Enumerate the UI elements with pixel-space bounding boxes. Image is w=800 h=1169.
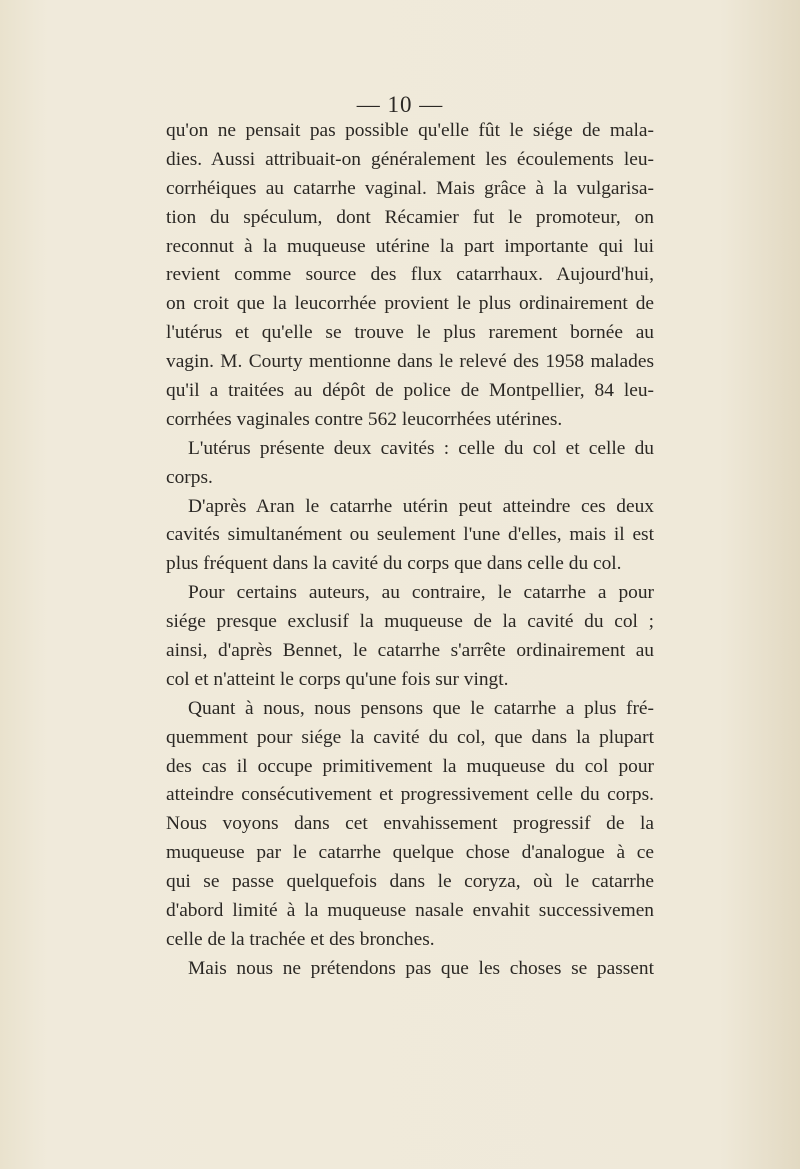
text-line: qu'on ne pensait pas possible qu'elle fût le siége de mala- <box>166 120 654 141</box>
text-line: reconnut à la muqueuse utérine la part importante qui lui <box>166 235 654 257</box>
text-line: Nous voyons dans cet envahissement progressif de la <box>166 813 654 835</box>
text-line: cavités simultanément ou seulement l'une d'elles, mais il est <box>166 524 654 546</box>
text-line: corps. <box>166 466 213 488</box>
text-line: on croit que la leucorrhée provient le plus ordinairement de <box>166 293 654 315</box>
text-line: vagin. M. Courty mentionne dans le relevé des 1958 malades <box>166 351 654 373</box>
text-line: corrhéiques au catarrhe vaginal. Mais grâce à la vulgarisa- <box>166 177 654 199</box>
text-line: plus fréquent dans la cavité du corps que dans celle du col. <box>166 553 622 575</box>
text-line: des cas il occupe primitivement la muqueuse du col pour <box>166 755 654 777</box>
text-line: L'utérus présente deux cavités : celle du col et celle du <box>188 437 654 459</box>
page-number: — 10 — <box>356 92 444 117</box>
text-line: qu'il a traitées au dépôt de police de Montpellier, 84 leu- <box>166 380 654 402</box>
body-text <box>166 117 654 984</box>
text-line: corrhées vaginales contre 562 leucorrhées utérines. <box>166 408 563 430</box>
text-line: muqueuse par le catarrhe quelque chose d'analogue à ce <box>166 842 654 864</box>
text-line: l'utérus et qu'elle se trouve le plus rarement bornée au <box>166 322 654 344</box>
text-line: revient comme source des flux catarrhaux. Aujourd'hui, <box>166 264 654 286</box>
text-line: qui se passe quelquefois dans le coryza, où le catarrhe <box>166 871 654 893</box>
text-line: Pour certains auteurs, au contraire, le catarrhe a pour <box>188 582 654 604</box>
text-line: atteindre consécutivement et progressivement celle du corps. <box>166 784 654 806</box>
text-line: dies. Aussi attribuait-on généralement les écoulements leu- <box>166 148 654 170</box>
text-line: siége presque exclusif la muqueuse de la cavité du col ; <box>166 611 654 633</box>
text-line: celle de la trachée et des bronches. <box>166 928 435 950</box>
text-line: d'abord limité à la muqueuse nasale envahit successivemen <box>166 900 654 922</box>
text-line: tion du spéculum, dont Récamier fut le promoteur, on <box>166 206 654 228</box>
text-line: Quant à nous, nous pensons que le catarrhe a plus fré- <box>188 697 654 719</box>
text-line: quemment pour siége la cavité du col, que dans la plupart <box>166 726 654 748</box>
text-line: D'après Aran le catarrhe utérin peut atteindre ces deux <box>188 495 654 517</box>
text-line: ainsi, d'après Bennet, le catarrhe s'arrête ordinairement au <box>166 640 654 662</box>
text-line: Mais nous ne prétendons pas que les choses se passent <box>188 957 654 979</box>
text-line: col et n'atteint le corps qu'une fois sur vingt. <box>166 668 509 690</box>
